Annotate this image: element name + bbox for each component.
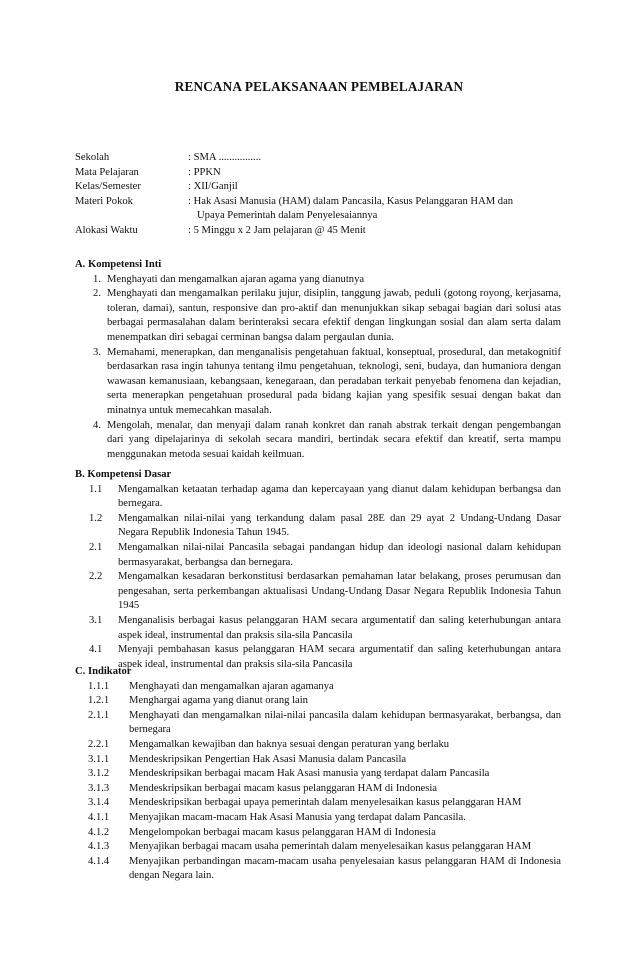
item-text: Menghayati dan mengamalkan ajaran agamanya — [129, 680, 334, 692]
item-number: 4.1.2 — [88, 826, 110, 838]
item-text: Menyajikan macam-macam Hak Asasi Manusia yang terdapat dalam Pancasila. — [129, 811, 466, 823]
list-item — [75, 694, 561, 709]
item-text: Menyajikan perbandingan macam-macam usaha penyelesaian kasus pelanggaran HAM di Indonesia dengan Negara lain. — [129, 855, 561, 882]
item-text: Menganalisis berbagai kasus pelanggaran HAM secara argumentatif dan saling keterhubungan antara aspek ideal, instrumental dan praksis sila-sila Pancasila — [118, 614, 561, 641]
info-value: : Hak Asasi Manusia (HAM) dalam Pancasila, Kasus Pelanggaran HAM dan — [188, 195, 514, 207]
item-number: 3.1 — [89, 614, 103, 626]
info-label: Materi Pokok — [75, 195, 133, 207]
info-row-kelas-semester — [75, 180, 565, 195]
info-row-sekolah — [75, 151, 565, 166]
list-item — [75, 753, 561, 768]
item-number: 1.1 — [89, 483, 103, 495]
item-text: Mendeskripsikan berbagai upaya pemerintah dalam menyelesaikan kasus pelanggaran HAM — [129, 797, 522, 809]
list-item — [75, 483, 561, 512]
info-value-continuation: Upaya Pemerintah dalam Penyelesaiannya — [197, 210, 378, 222]
item-text: Mengamalkan nilai-nilai Pancasila sebagai pandangan hidup dan ideologi nasional dalam kehidupan bermasyarakat, berbangsa dan bernegara. — [118, 541, 561, 568]
list-item — [75, 855, 561, 884]
info-block — [75, 151, 565, 239]
list-item — [75, 840, 561, 855]
item-number: 2.1.1 — [88, 709, 110, 721]
info-value: : XII/Ganjil — [188, 181, 238, 193]
item-number: 1. — [93, 273, 101, 285]
list-item — [75, 419, 561, 463]
item-text: Menghayati dan mengamalkan nilai-nilai pancasila dalam kehidupan bermasyarakat, berbangsa, dan bernegara — [129, 709, 561, 736]
item-number: 3.1.3 — [88, 782, 110, 794]
section-heading: A. Kompetensi Inti — [75, 259, 162, 270]
item-number: 2.2 — [89, 571, 103, 583]
list-item — [75, 273, 561, 288]
list-item — [75, 709, 561, 738]
item-text: Mengamalkan kesadaran berkonstitusi berdasarkan pemahaman latar belakang, proses perumusan dan pengesahan, serta perkembangan aktualisasi Undang-Undang Dasar Negara Republik Indonesia Tahun 1945 — [118, 571, 561, 612]
item-text: Menyaji pembahasan kasus pelanggaran HAM secara argumentatif dan saling keterhubungan antara aspek ideal, instrumental dan praksis sila-sila Pancasila — [118, 644, 561, 670]
info-label: Alokasi Waktu — [75, 224, 138, 236]
item-text: Memahami, menerapkan, dan menganalisis pengetahuan faktual, konseptual, prosedural, dan metakognitif berdasarkan rasa ingin tahunya tentang ilmu pengetahuan, teknologi, seni, budaya, dan humaniora dengan wawasan kemanusiaan, kebangsaan, kenegaraan, dan peradaban terkait penyebab fenomena dan kejadian, serta menerapkan pengetahuan prosedural pada bidang kajian yang spesifik sesuai dengan bakat dan minatnya untuk memecahkan masalah. — [107, 346, 561, 416]
item-text: Mengelompokan berbagai macam kasus pelanggaran HAM di Indonesia — [129, 826, 436, 838]
list-item — [75, 570, 561, 614]
section-kompetensi-inti — [75, 258, 561, 462]
list-item — [75, 287, 561, 345]
item-number: 4.1.1 — [88, 811, 110, 823]
list-item — [75, 680, 561, 695]
info-value: : PPKN — [188, 166, 221, 178]
item-text: Menghayati dan mengamalkan ajaran agama yang dianutnya — [107, 273, 365, 285]
section-indikator — [75, 665, 561, 884]
list-item — [75, 541, 561, 570]
list-item — [75, 811, 561, 826]
item-text: Mendeskripsikan berbagai macam kasus pelanggaran HAM di Indonesia — [129, 782, 438, 794]
item-number: 3.1.1 — [88, 753, 110, 765]
info-value: : SMA ................ — [188, 152, 261, 163]
item-number: 3.1.4 — [88, 797, 110, 809]
list-item — [75, 767, 561, 782]
item-text: Mengamalkan kewajiban dan haknya sesuai dengan peraturan yang berlaku — [129, 738, 450, 750]
info-row-alokasi-waktu — [75, 224, 565, 239]
list-item — [75, 796, 561, 811]
section-heading: C. Indikator — [75, 666, 132, 677]
info-label: Kelas/Semester — [75, 181, 141, 193]
document-title: RENCANA PELAKSANAAN PEMBELAJARAN — [174, 79, 464, 94]
section-kompetensi-dasar — [75, 468, 561, 672]
item-text: Mendeskripsikan Pengertian Hak Asasi Manusia dalam Pancasila — [129, 753, 407, 765]
info-value: : 5 Minggu x 2 Jam pelajaran @ 45 Menit — [188, 224, 366, 236]
item-number: 4.1.4 — [88, 855, 110, 867]
list-item — [75, 614, 561, 643]
list-item — [75, 738, 561, 753]
item-number: 1.2 — [89, 512, 103, 524]
list-item — [75, 512, 561, 541]
item-number: 1.1.1 — [88, 680, 110, 692]
item-text: Mengamalkan nilai-nilai yang terkandung dalam pasal 28E dan 29 ayat 2 Undang-Undang Dasar Negara Republik Indonesia Tahun 1945. — [118, 512, 561, 539]
info-label: Sekolah — [75, 152, 110, 163]
section-heading: B. Kompetensi Dasar — [75, 469, 172, 480]
item-number: 4.1 — [89, 644, 103, 656]
list-item — [75, 346, 561, 419]
item-text: Menghayati dan mengamalkan perilaku jujur, disiplin, tanggung jawab, peduli (gotong royong, kerjasama, toleran, damai), santun, responsive dan pro-aktif dan menunjukkan sikap sebagai bagian dari solusi atas berbagai permasalahan dalam berinteraksi secara efektif dengan lingkungan sosial dan alam serta dalam menempatkan diri sebagai cerminan bangsa dalam pergaulan dunia. — [107, 288, 561, 343]
item-number: 4. — [93, 419, 101, 431]
item-number: 3.1.2 — [88, 768, 110, 780]
list-item — [75, 826, 561, 841]
item-text: Mengamalkan ketaatan terhadap agama dan kepercayaan yang dianut dalam kehidupan berbangsa dan bernegara. — [118, 483, 561, 510]
info-row-materi-pokok — [75, 195, 565, 210]
item-number: 4.1.3 — [88, 841, 110, 853]
item-number: 2.2.1 — [88, 738, 110, 750]
item-number: 1.2.1 — [88, 695, 110, 707]
info-row-mata-pelajaran — [75, 166, 565, 181]
info-label: Mata Pelajaran — [75, 166, 139, 178]
item-number: 2.1 — [89, 541, 103, 553]
item-text: Mengolah, menalar, dan menyaji dalam ranah konkret dan ranah abstrak terkait dengan pengembangan dari yang dipelajarinya di sekolah secara mandiri, bertindak secara efektif dan kreatif, serta mampu menggunakan metoda sesuai kaidah keilmuan. — [107, 419, 561, 460]
item-number: 2. — [93, 288, 101, 300]
item-number: 3. — [93, 346, 101, 358]
item-text: Menyajikan berbagai macam usaha pemerintah dalam menyelesaikan kasus pelanggaran HAM — [129, 841, 532, 853]
item-text: Menghargai agama yang dianut orang lain — [129, 695, 308, 707]
item-text: Mendeskripsikan berbagai macam Hak Asasi manusia yang terdapat dalam Pancasila — [129, 768, 490, 780]
list-item — [75, 782, 561, 797]
